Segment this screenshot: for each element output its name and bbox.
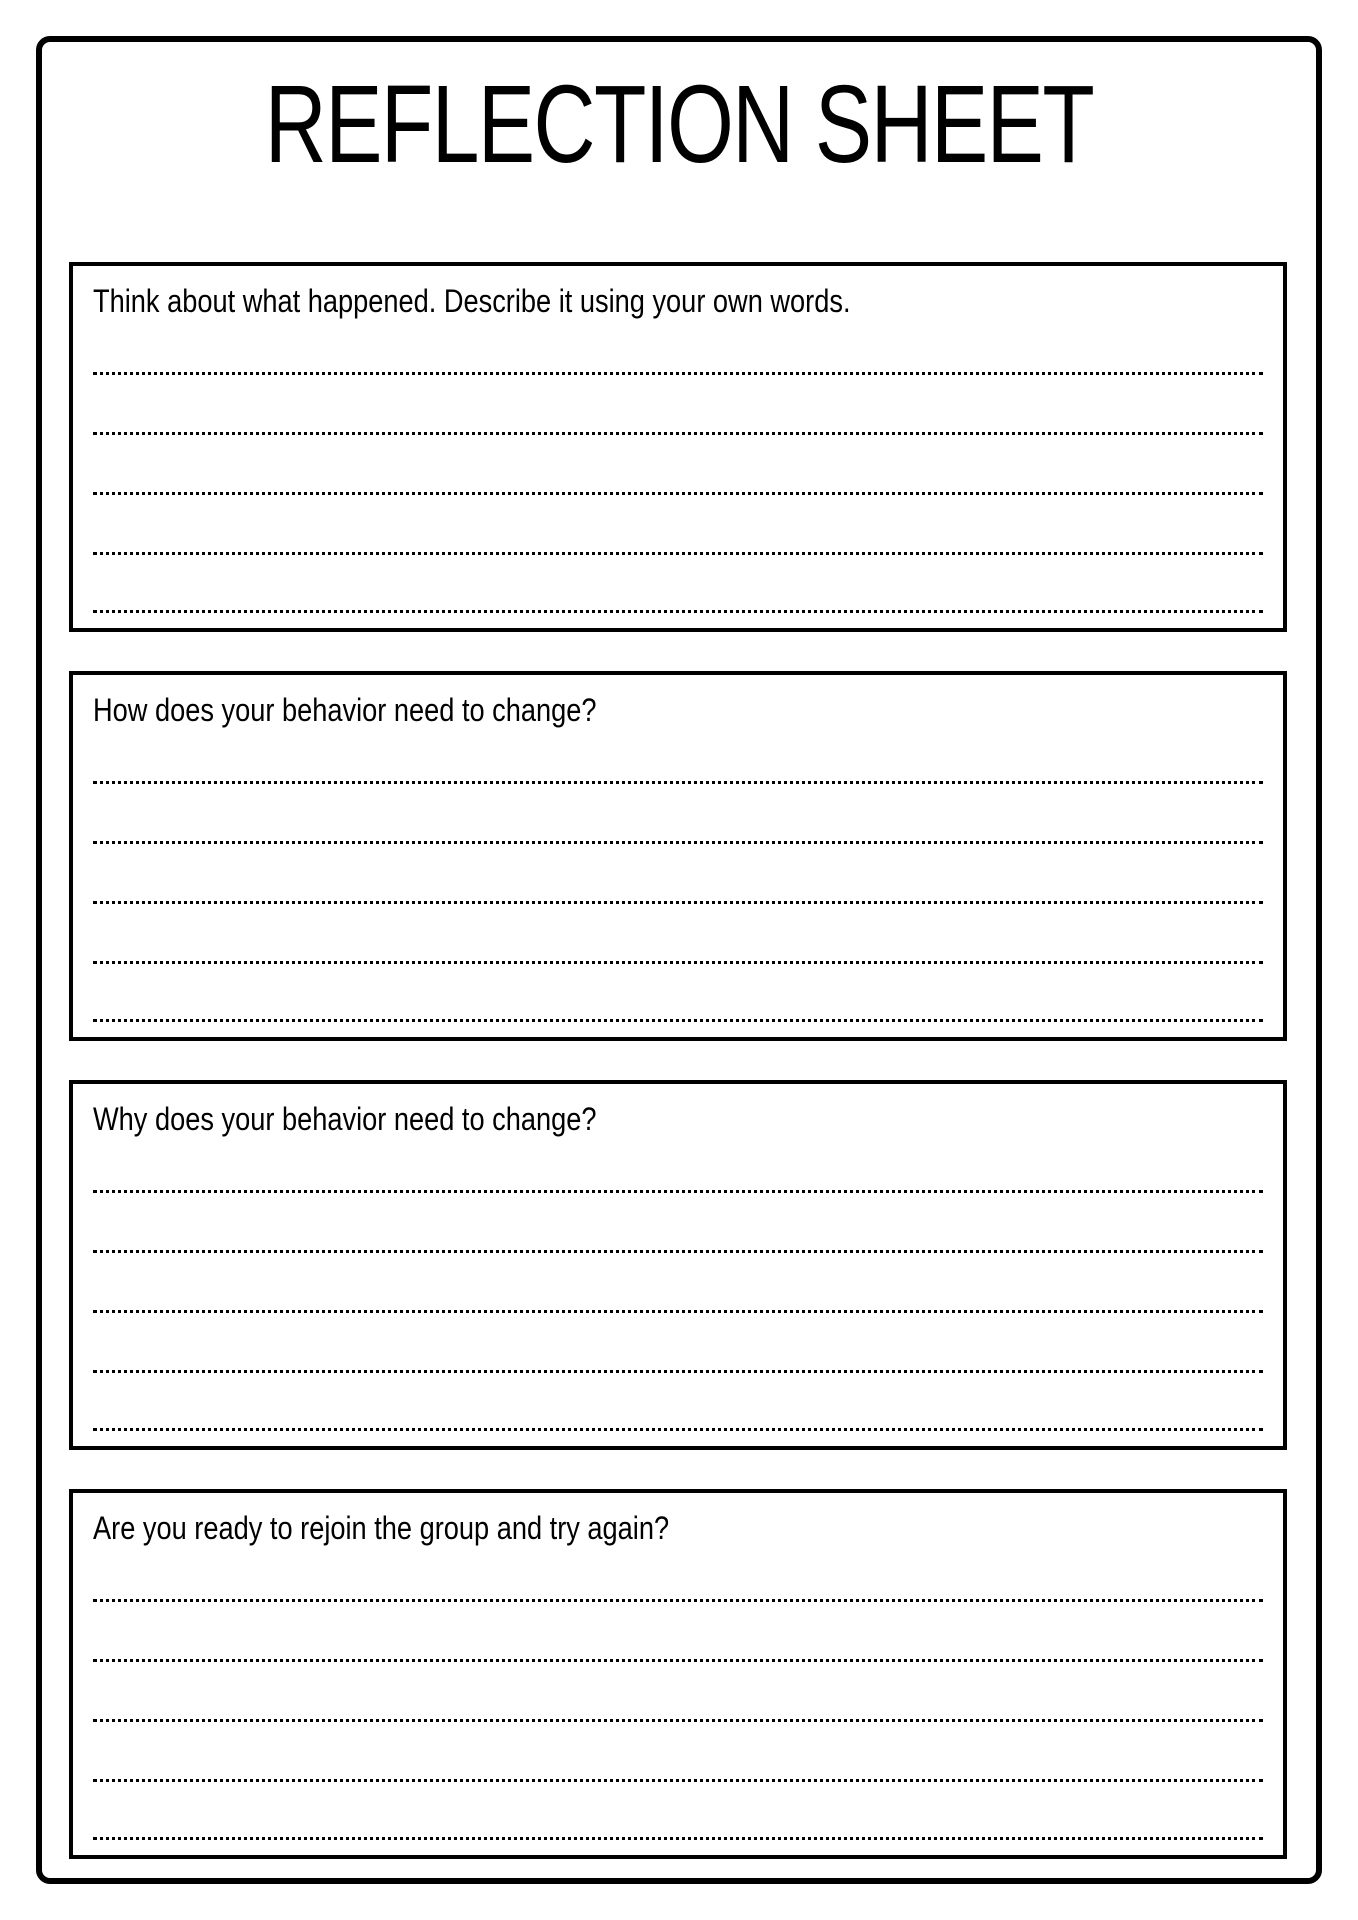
answer-line[interactable]	[93, 1428, 1263, 1431]
section-how-change	[69, 671, 1287, 1041]
answer-line[interactable]	[93, 1599, 1263, 1602]
answer-line[interactable]	[93, 1837, 1263, 1840]
page-title: REFLECTION SHEET	[264, 63, 1094, 186]
section-prompt: Think about what happened. Describe it using your own words.	[93, 283, 851, 319]
answer-line[interactable]	[93, 1659, 1263, 1662]
answer-line[interactable]	[93, 1779, 1263, 1782]
answer-line[interactable]	[93, 1019, 1263, 1022]
answer-line[interactable]	[93, 901, 1263, 904]
answer-line[interactable]	[93, 961, 1263, 964]
section-rejoin-group	[69, 1489, 1287, 1859]
section-prompt: Are you ready to rejoin the group and try again?	[93, 1510, 670, 1546]
section-prompt: How does your behavior need to change?	[93, 692, 597, 728]
section-what-happened	[69, 262, 1287, 632]
answer-line[interactable]	[93, 432, 1263, 435]
answer-line[interactable]	[93, 492, 1263, 495]
answer-line[interactable]	[93, 610, 1263, 613]
answer-line[interactable]	[93, 1370, 1263, 1373]
answer-line[interactable]	[93, 1719, 1263, 1722]
section-prompt: Why does your behavior need to change?	[93, 1101, 597, 1137]
answer-line[interactable]	[93, 372, 1263, 375]
answer-line[interactable]	[93, 1190, 1263, 1193]
section-why-change	[69, 1080, 1287, 1450]
answer-line[interactable]	[93, 1250, 1263, 1253]
answer-line[interactable]	[93, 552, 1263, 555]
answer-line[interactable]	[93, 841, 1263, 844]
answer-line[interactable]	[93, 1310, 1263, 1313]
answer-line[interactable]	[93, 781, 1263, 784]
